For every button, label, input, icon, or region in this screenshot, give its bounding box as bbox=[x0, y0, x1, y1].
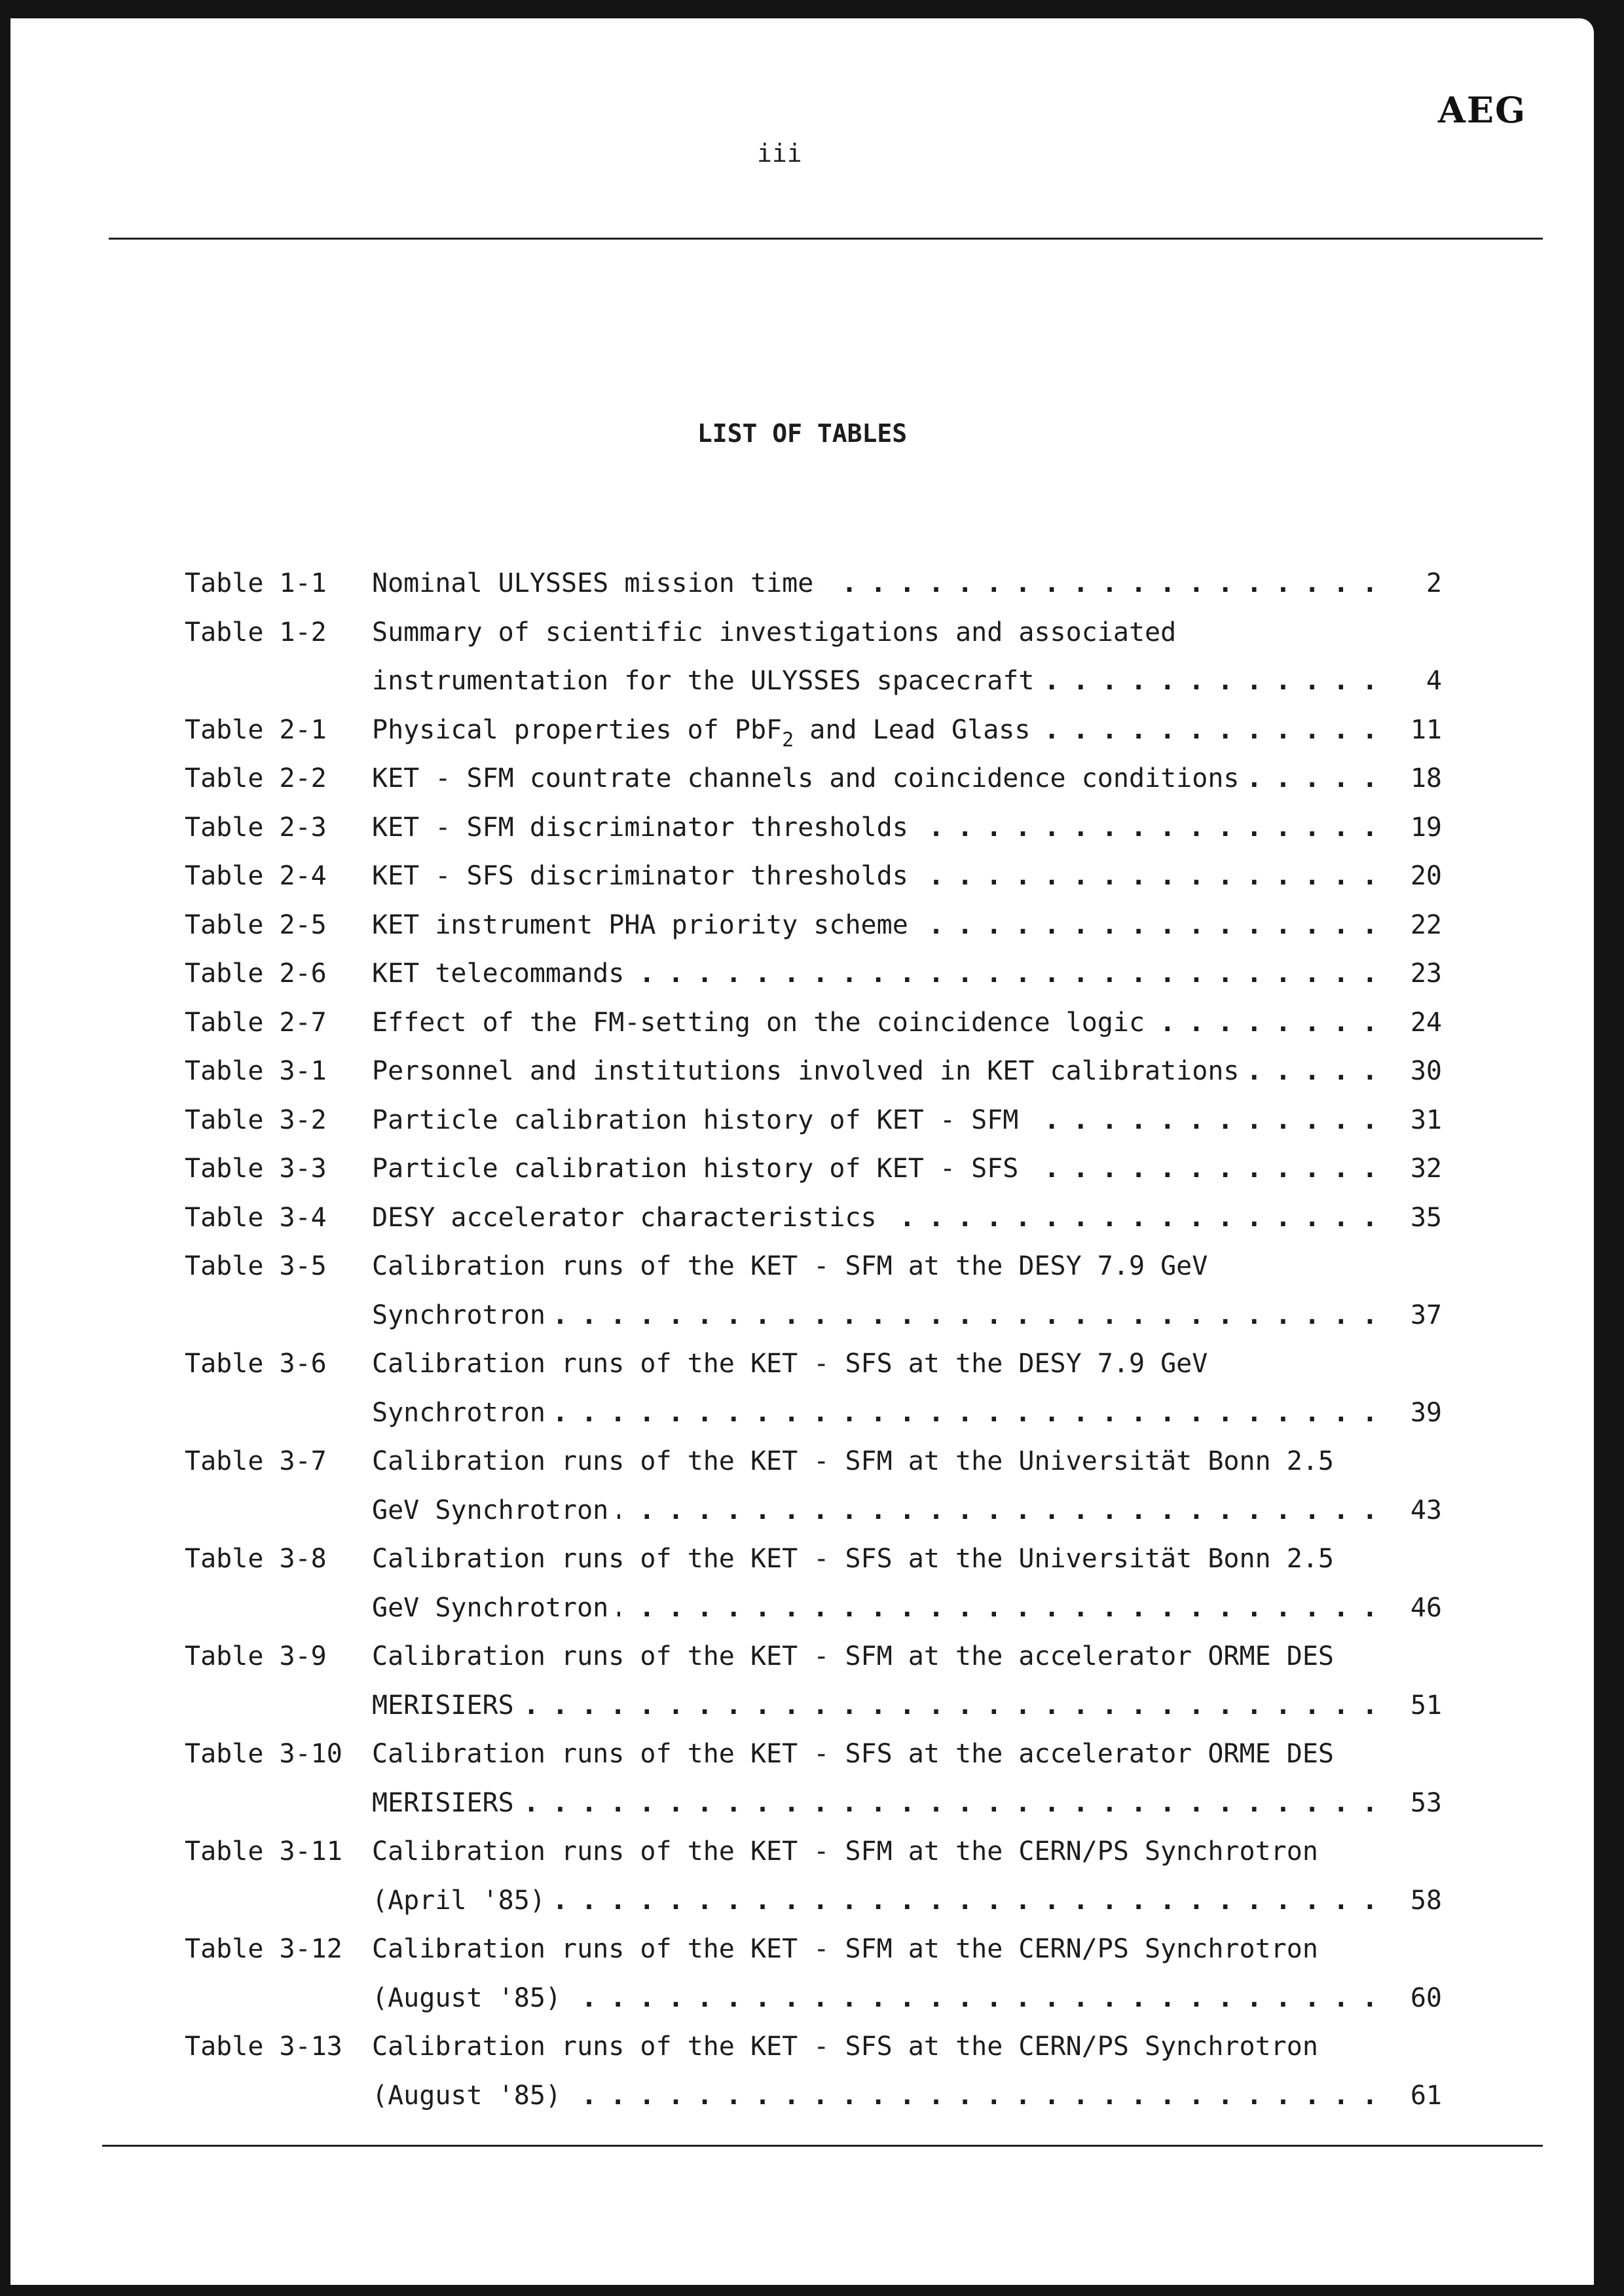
caption-text: KET - SFM discriminator thresholds bbox=[372, 812, 917, 843]
table-caption bbox=[372, 559, 1376, 608]
table-list-entry bbox=[185, 949, 1442, 998]
table-caption bbox=[372, 1827, 1376, 1876]
entry-line bbox=[185, 1437, 1442, 1486]
entry-line bbox=[185, 657, 1442, 706]
table-number: Table 3-7 bbox=[185, 1446, 327, 1476]
entry-line bbox=[185, 1047, 1442, 1096]
table-list-entry bbox=[185, 1730, 1442, 1827]
entry-line bbox=[185, 1779, 1442, 1828]
caption-part: and Lead Glass bbox=[809, 714, 1031, 745]
page-reference: 19 bbox=[1410, 812, 1442, 843]
entry-line bbox=[185, 754, 1442, 803]
table-number: Table 3-11 bbox=[185, 1836, 342, 1867]
caption-text: Synchrotron bbox=[372, 1300, 555, 1330]
table-caption bbox=[372, 1096, 1376, 1145]
table-list-entry bbox=[185, 1632, 1442, 1730]
table-list-entry bbox=[185, 754, 1442, 803]
table-list-entry bbox=[185, 559, 1442, 608]
page-reference: 61 bbox=[1410, 2080, 1442, 2111]
table-list-entry bbox=[185, 1242, 1442, 1339]
page-reference: 18 bbox=[1410, 763, 1442, 793]
caption-text: instrumentation for the ULYSSES spacecraft bbox=[372, 666, 1043, 696]
table-list-entry bbox=[185, 803, 1442, 852]
table-caption bbox=[372, 1584, 1376, 1633]
table-caption bbox=[372, 1974, 1376, 2023]
table-list-entry bbox=[185, 2022, 1442, 2120]
caption-text: (August '85) bbox=[372, 1983, 570, 2013]
caption-text bbox=[372, 714, 1039, 752]
entry-line bbox=[185, 1974, 1442, 2023]
table-caption bbox=[372, 1632, 1376, 1681]
table-caption bbox=[372, 1779, 1376, 1828]
table-caption bbox=[372, 1047, 1376, 1096]
entry-line bbox=[185, 1730, 1442, 1779]
table-list-entry bbox=[185, 852, 1442, 901]
table-list-entry bbox=[185, 706, 1442, 755]
table-number: Table 2-5 bbox=[185, 909, 327, 940]
entry-line bbox=[185, 1194, 1442, 1243]
table-caption bbox=[372, 1242, 1376, 1291]
table-list-entry bbox=[185, 1535, 1442, 1632]
entry-line bbox=[185, 1291, 1442, 1340]
page-reference: 37 bbox=[1410, 1300, 1442, 1330]
caption-text: Calibration runs of the KET - SFS at the CERN/PS Synchrotron bbox=[372, 2032, 1327, 2062]
entry-line bbox=[185, 1535, 1442, 1584]
table-caption bbox=[372, 901, 1376, 950]
caption-text: Calibration runs of the KET - SFM at the CERN/PS Synchrotron bbox=[372, 1836, 1327, 1867]
page-reference: 30 bbox=[1410, 1056, 1442, 1086]
document-page bbox=[10, 18, 1594, 2285]
entry-line bbox=[185, 852, 1442, 901]
table-caption bbox=[372, 1437, 1376, 1486]
caption-text: KET telecommands bbox=[372, 958, 633, 989]
caption-text: Particle calibration history of KET - SFS bbox=[372, 1154, 1027, 1184]
caption-text: (August '85) bbox=[372, 2081, 570, 2111]
table-caption bbox=[372, 1144, 1376, 1194]
subscript: 2 bbox=[782, 728, 794, 752]
table-list-entry bbox=[185, 608, 1442, 706]
table-list-entry bbox=[185, 1925, 1442, 2022]
entry-line bbox=[185, 1681, 1442, 1730]
entry-line bbox=[185, 2022, 1442, 2071]
caption-text: Calibration runs of the KET - SFS at the accelerator ORME DES bbox=[372, 1739, 1343, 1769]
page-reference: 51 bbox=[1410, 1690, 1442, 1721]
table-number: Table 2-2 bbox=[185, 763, 327, 793]
page-title: LIST OF TABLES bbox=[697, 419, 908, 448]
table-number: Table 1-1 bbox=[185, 568, 327, 598]
caption-text: GeV Synchrotron bbox=[372, 1593, 618, 1623]
page-reference: 60 bbox=[1410, 1982, 1442, 2013]
caption-text: Particle calibration history of KET - SFM bbox=[372, 1105, 1027, 1135]
table-caption bbox=[372, 706, 1376, 755]
table-number: Table 2-1 bbox=[185, 714, 327, 745]
table-caption bbox=[372, 949, 1376, 998]
table-number: Table 1-2 bbox=[185, 617, 327, 647]
page-reference: 24 bbox=[1410, 1007, 1442, 1038]
caption-text: Summary of scientific investigations and associated bbox=[372, 617, 1185, 647]
table-number: Table 2-3 bbox=[185, 812, 327, 843]
table-number: Table 3-10 bbox=[185, 1739, 342, 1769]
table-list-entry bbox=[185, 1047, 1442, 1096]
table-caption bbox=[372, 608, 1376, 657]
table-caption bbox=[372, 1535, 1376, 1584]
table-caption bbox=[372, 803, 1376, 852]
table-caption bbox=[372, 754, 1376, 803]
table-caption bbox=[372, 1681, 1376, 1730]
entry-line bbox=[185, 901, 1442, 950]
caption-text: Nominal ULYSSES mission time bbox=[372, 568, 822, 598]
entry-line bbox=[185, 1876, 1442, 1925]
page-reference: 22 bbox=[1410, 909, 1442, 940]
caption-part: Physical properties of PbF bbox=[372, 714, 783, 745]
table-number: Table 2-4 bbox=[185, 861, 327, 891]
page-reference: 58 bbox=[1410, 1885, 1442, 1916]
table-list-entry bbox=[185, 1437, 1442, 1535]
caption-text: Calibration runs of the KET - SFM at the CERN/PS Synchrotron bbox=[372, 1934, 1327, 1964]
page-reference: 4 bbox=[1426, 666, 1442, 696]
caption-text: KET instrument PHA priority scheme bbox=[372, 910, 917, 940]
table-number: Table 3-2 bbox=[185, 1104, 327, 1135]
caption-text: MERISIERS bbox=[372, 1690, 523, 1721]
table-list bbox=[185, 559, 1442, 2120]
entry-line bbox=[185, 1339, 1442, 1389]
table-number: Table 3-12 bbox=[185, 1934, 342, 1964]
entry-line bbox=[185, 608, 1442, 657]
page-reference: 2 bbox=[1426, 568, 1442, 598]
caption-text: DESY accelerator characteristics bbox=[372, 1203, 886, 1233]
table-number: Table 3-5 bbox=[185, 1251, 327, 1281]
table-caption bbox=[372, 1730, 1376, 1779]
caption-text: MERISIERS bbox=[372, 1788, 523, 1818]
table-caption bbox=[372, 998, 1376, 1048]
table-number: Table 3-8 bbox=[185, 1544, 327, 1574]
caption-text: Calibration runs of the KET - SFS at the DESY 7.9 GeV bbox=[372, 1349, 1217, 1379]
entry-line bbox=[185, 2071, 1442, 2121]
page-reference: 32 bbox=[1410, 1154, 1442, 1184]
caption-text: Personnel and institutions involved in KET calibrations bbox=[372, 1056, 1249, 1086]
page-reference: 43 bbox=[1410, 1495, 1442, 1525]
page-reference: 31 bbox=[1410, 1104, 1442, 1135]
entry-line bbox=[185, 1486, 1442, 1535]
entry-line bbox=[185, 1584, 1442, 1633]
table-caption bbox=[372, 1486, 1376, 1535]
company-logo: AEG bbox=[1438, 89, 1527, 131]
table-caption bbox=[372, 852, 1376, 901]
table-caption bbox=[372, 1389, 1376, 1438]
entry-line bbox=[185, 1925, 1442, 1974]
caption-text: GeV Synchrotron bbox=[372, 1495, 618, 1525]
table-list-entry bbox=[185, 1194, 1442, 1243]
page-reference: 53 bbox=[1410, 1787, 1442, 1818]
table-list-entry bbox=[185, 1096, 1442, 1145]
table-caption bbox=[372, 1339, 1376, 1389]
table-list-entry bbox=[185, 998, 1442, 1048]
entry-line bbox=[185, 1096, 1442, 1145]
table-number: Table 2-7 bbox=[185, 1007, 327, 1038]
table-number: Table 3-1 bbox=[185, 1056, 327, 1086]
table-number: Table 2-6 bbox=[185, 958, 327, 989]
page-reference: 20 bbox=[1410, 861, 1442, 891]
entry-line bbox=[185, 998, 1442, 1048]
entry-line bbox=[185, 949, 1442, 998]
caption-text: Calibration runs of the KET - SFS at the Universität Bonn 2.5 bbox=[372, 1544, 1343, 1574]
table-number: Table 3-13 bbox=[185, 2032, 342, 2062]
table-list-entry bbox=[185, 1827, 1442, 1925]
page-number: iii bbox=[757, 139, 802, 168]
table-caption bbox=[372, 657, 1376, 706]
caption-text: (April '85) bbox=[372, 1886, 555, 1916]
page-reference: 11 bbox=[1410, 714, 1442, 745]
page-reference: 39 bbox=[1410, 1397, 1442, 1428]
footer-rule bbox=[102, 2145, 1543, 2147]
table-list-entry bbox=[185, 1144, 1442, 1194]
caption-text: Calibration runs of the KET - SFM at the Universität Bonn 2.5 bbox=[372, 1446, 1343, 1476]
entry-line bbox=[185, 559, 1442, 608]
caption-text: Effect of the FM-setting on the coincidence logic bbox=[372, 1008, 1154, 1038]
table-list-entry bbox=[185, 901, 1442, 950]
table-number: Table 3-6 bbox=[185, 1349, 327, 1379]
table-caption bbox=[372, 2022, 1376, 2071]
table-list-entry bbox=[185, 1339, 1442, 1437]
table-number: Table 3-9 bbox=[185, 1641, 327, 1671]
table-number: Table 3-3 bbox=[185, 1154, 327, 1184]
caption-text: Calibration runs of the KET - SFM at the DESY 7.9 GeV bbox=[372, 1251, 1217, 1281]
table-number: Table 3-4 bbox=[185, 1202, 327, 1233]
caption-text: Calibration runs of the KET - SFM at the accelerator ORME DES bbox=[372, 1641, 1343, 1671]
entry-line bbox=[185, 803, 1442, 852]
entry-line bbox=[185, 706, 1442, 755]
caption-text: KET - SFM countrate channels and coincidence conditions bbox=[372, 763, 1249, 793]
caption-text: Synchrotron bbox=[372, 1398, 555, 1428]
page-reference: 46 bbox=[1410, 1592, 1442, 1623]
page-reference: 23 bbox=[1410, 958, 1442, 989]
header-rule bbox=[109, 238, 1543, 240]
table-caption bbox=[372, 1925, 1376, 1974]
table-caption bbox=[372, 2071, 1376, 2121]
entry-line bbox=[185, 1827, 1442, 1876]
table-caption bbox=[372, 1194, 1376, 1243]
table-caption bbox=[372, 1291, 1376, 1340]
caption-text: KET - SFS discriminator thresholds bbox=[372, 861, 917, 891]
entry-line bbox=[185, 1389, 1442, 1438]
entry-line bbox=[185, 1242, 1442, 1291]
table-caption bbox=[372, 1876, 1376, 1925]
entry-line bbox=[185, 1144, 1442, 1194]
page-reference: 35 bbox=[1410, 1202, 1442, 1233]
entry-line bbox=[185, 1632, 1442, 1681]
